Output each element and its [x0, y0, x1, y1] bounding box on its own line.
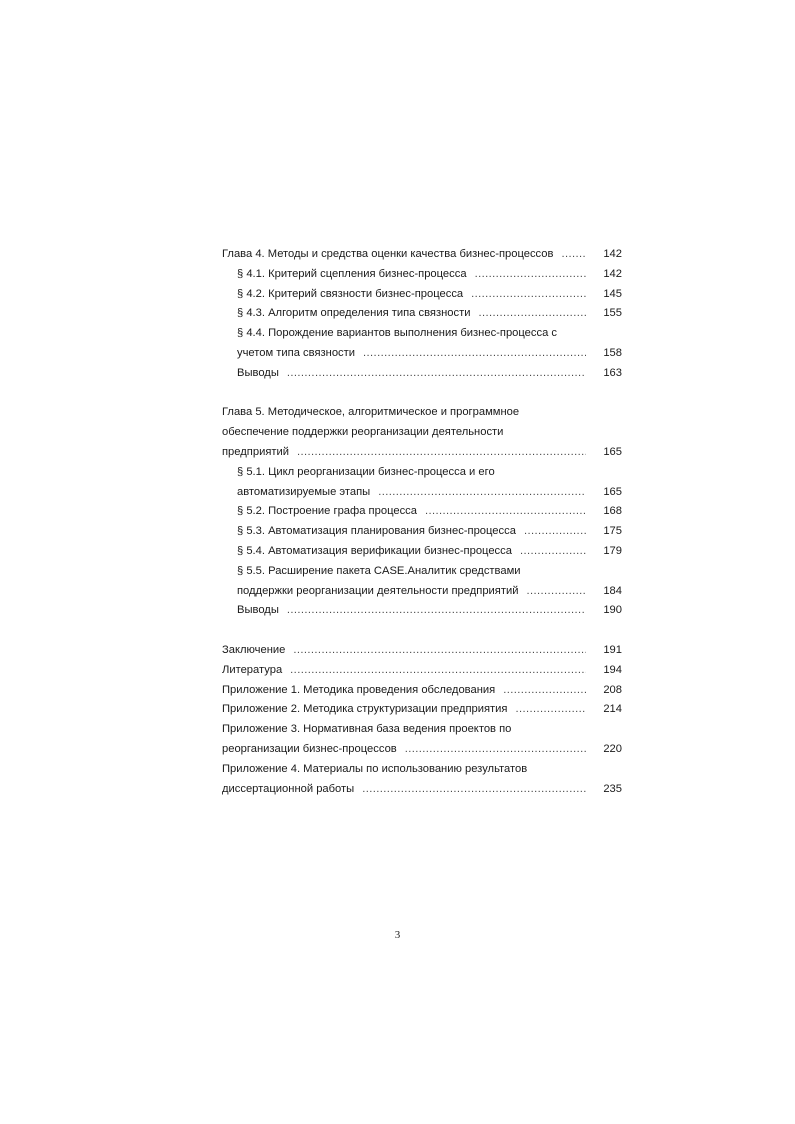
toc-page-number: 235 — [603, 782, 622, 795]
toc-entry-section-4-4-line-2 — [222, 344, 622, 364]
toc-entry-title: Литература — [222, 663, 283, 676]
table-of-contents — [222, 245, 622, 799]
toc-page-number: 145 — [603, 287, 622, 300]
toc-entry-section-4-2 — [222, 285, 622, 305]
dot-leader — [524, 522, 586, 542]
toc-entry-title: § 5.1. Цикл реорганизации бизнес-процесса и его — [237, 465, 495, 478]
dot-leader — [405, 740, 586, 760]
dot-leader — [363, 344, 586, 364]
dot-leader — [475, 265, 586, 285]
dot-leader — [520, 542, 586, 562]
toc-page-number: 142 — [603, 267, 622, 280]
toc-entry-title: Приложение 3. Нормативная база ведения проектов по — [222, 723, 512, 736]
toc-entry-title: Приложение 2. Методика структуризации предприятия — [222, 703, 508, 716]
toc-page-number: 179 — [603, 544, 622, 557]
toc-entry-title: Приложение 4. Материалы по использованию результатов — [222, 762, 528, 775]
toc-entry-title: § 5.2. Построение графа процесса — [237, 505, 417, 518]
spacer — [222, 621, 622, 641]
toc-page-number: 155 — [603, 307, 622, 320]
toc-page-number: 190 — [603, 604, 622, 617]
toc-entry-title: обеспечение поддержки реорганизации деятельности — [222, 426, 504, 439]
dot-leader — [503, 681, 586, 701]
toc-page-number: 220 — [603, 742, 622, 755]
toc-entry-section-5-4 — [222, 542, 622, 562]
toc-entry-section-4-1 — [222, 265, 622, 285]
toc-entry-section-5-5-line-1 — [222, 562, 622, 582]
toc-entry-title: § 5.5. Расширение пакета CASE.Аналитик средствами — [237, 564, 521, 577]
toc-entry-title: Глава 5. Методическое, алгоритмическое и программное — [222, 406, 520, 419]
toc-entry-appendix-4-line-2 — [222, 780, 622, 800]
spacer — [222, 384, 622, 404]
dot-leader — [290, 661, 586, 681]
toc-entry-title: диссертационной работы — [222, 782, 355, 795]
toc-page-number: 163 — [603, 366, 622, 379]
toc-page-number: 165 — [603, 485, 622, 498]
toc-entry-title: § 4.3. Алгоритм определения типа связности — [237, 307, 471, 320]
toc-page-number: 194 — [603, 663, 622, 676]
dot-leader — [471, 285, 586, 305]
dot-leader — [287, 364, 586, 384]
toc-entry-literature — [222, 661, 622, 681]
toc-entry-title: § 4.4. Порождение вариантов выполнения бизнес-процесса с — [237, 327, 558, 340]
toc-page-number: 184 — [603, 584, 622, 597]
toc-entry-section-5-5-line-2 — [222, 582, 622, 602]
toc-entry-chapter-4 — [222, 245, 622, 265]
dot-leader — [561, 245, 586, 265]
toc-entry-title: предприятий — [222, 445, 289, 458]
toc-entry-appendix-3-line-2 — [222, 740, 622, 760]
toc-page-number: 142 — [603, 248, 622, 260]
toc-entry-title: Выводы — [237, 366, 279, 379]
toc-page-number: 214 — [603, 703, 622, 716]
dot-leader — [478, 304, 586, 324]
toc-entry-section-5-3 — [222, 522, 622, 542]
toc-entry-chapter-5-line-3 — [222, 443, 622, 463]
toc-entry-title: Заключение — [222, 643, 286, 656]
toc-entry-appendix-4-line-1 — [222, 760, 622, 780]
toc-entry-title: учетом типа связности — [237, 346, 356, 359]
toc-entry-title: Приложение 1. Методика проведения обследования — [222, 683, 496, 696]
dot-leader — [515, 700, 586, 720]
dot-leader — [297, 443, 586, 463]
toc-entry-title: § 5.4. Автоматизация верификации бизнес-процесса — [237, 544, 512, 557]
toc-page-number: 208 — [603, 683, 622, 696]
toc-entry-section-5-2 — [222, 502, 622, 522]
dot-leader — [362, 780, 586, 800]
toc-page-number: 191 — [603, 643, 622, 656]
toc-entry-title: § 4.1. Критерий сцепления бизнес-процесса — [237, 267, 467, 280]
toc-entry-title: § 5.3. Автоматизация планирования бизнес-процесса — [237, 525, 516, 538]
toc-page-number: 158 — [603, 346, 622, 359]
toc-entry-section-5-1-line-2 — [222, 483, 622, 503]
toc-entry-appendix-3-line-1 — [222, 720, 622, 740]
toc-entry-section-4-3 — [222, 304, 622, 324]
toc-page-number: 175 — [603, 525, 622, 538]
page-number: 3 — [394, 929, 401, 941]
toc-entry-title: Выводы — [237, 604, 279, 617]
toc-entry-appendix-1 — [222, 681, 622, 701]
toc-page-number: 165 — [603, 445, 622, 458]
toc-entry-appendix-2 — [222, 700, 622, 720]
toc-entry-conclusion — [222, 641, 622, 661]
toc-entry-chapter-5-line-1 — [222, 403, 622, 423]
toc-entry-title: автоматизируемые этапы — [237, 485, 371, 498]
toc-entry-chapter-4-conclusions — [222, 364, 622, 384]
toc-entry-section-4-4-line-1 — [222, 324, 622, 344]
toc-entry-section-5-1-line-1 — [222, 463, 622, 483]
toc-page-number: 168 — [603, 505, 622, 518]
toc-entry-chapter-5-conclusions — [222, 601, 622, 621]
toc-entry-chapter-5-line-2 — [222, 423, 622, 443]
dot-leader — [378, 483, 586, 503]
toc-entry-title: Глава 4. Методы и средства оценки качества бизнес-процессов — [222, 248, 554, 260]
dot-leader — [293, 641, 586, 661]
dot-leader — [287, 601, 586, 621]
dot-leader — [527, 582, 587, 602]
toc-entry-title: реорганизации бизнес-процессов — [222, 742, 397, 755]
dot-leader — [425, 502, 586, 522]
toc-entry-title: § 4.2. Критерий связности бизнес-процесса — [237, 287, 464, 300]
toc-entry-title: поддержки реорганизации деятельности предприятий — [237, 584, 519, 597]
